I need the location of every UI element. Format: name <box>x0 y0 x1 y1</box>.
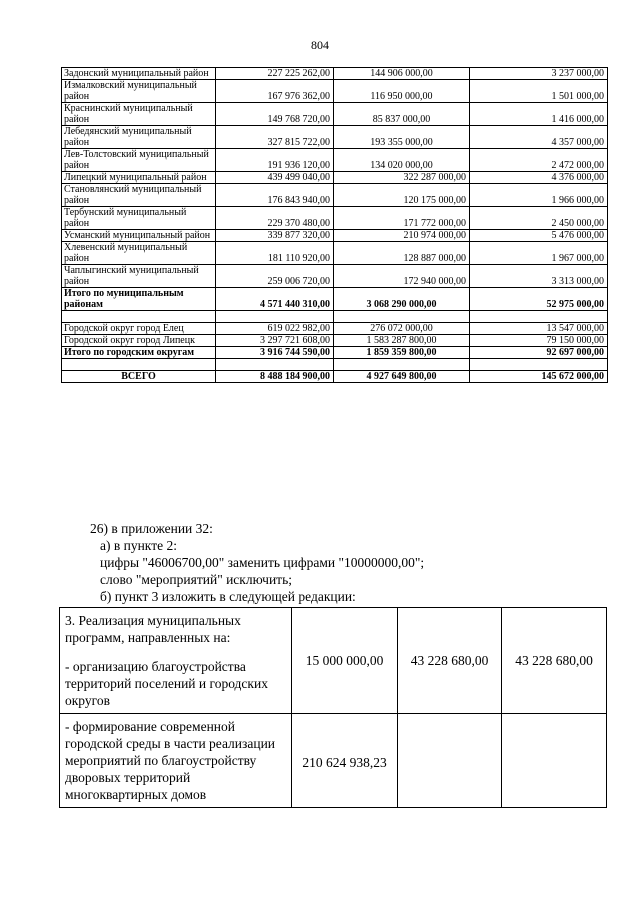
cell-v3: 145 672 000,00 <box>470 371 608 383</box>
cell-v1: 439 499 040,00 <box>216 172 334 184</box>
cell-name: ВСЕГО <box>62 371 216 383</box>
page-number: 804 <box>311 38 329 52</box>
cell-v1: 327 815 722,00 <box>216 126 334 149</box>
table-row <box>62 149 608 172</box>
district-rows <box>62 68 608 383</box>
cell-v3: 79 150 000,00 <box>470 335 608 347</box>
cell-v2: 171 772 000,00 <box>334 207 470 230</box>
table-row <box>62 103 608 126</box>
program-value-3: 43 228 680,00 <box>502 608 607 714</box>
table-row <box>62 184 608 207</box>
program-item-improvement: - организацию благоустройства территорий поселений и городских округов <box>65 659 268 708</box>
cell-v1: 176 843 940,00 <box>216 184 334 207</box>
budget-table <box>61 67 608 383</box>
cell-name: Лев-Толстовский муниципальный район <box>62 149 216 172</box>
cell-v1: 3 916 744 590,00 <box>216 347 334 359</box>
cell-v2: 116 950 000,00 <box>334 80 470 103</box>
program-item-urban-environment: - формирование современной городской среды в части реализации мероприятий по благоустройству дворовых территорий многоквартирных домов <box>60 714 292 808</box>
program-value-2: 43 228 680,00 <box>398 608 502 714</box>
cell-v3: 3 313 000,00 <box>470 265 608 288</box>
amendment-text <box>90 520 424 605</box>
cell-name: Городской округ город Елец <box>62 323 216 335</box>
table-row <box>62 230 608 242</box>
program-row-urban-environment <box>60 714 607 808</box>
cell-v3: 13 547 000,00 <box>470 323 608 335</box>
cell-v1: 339 877 320,00 <box>216 230 334 242</box>
cell-name: Итого по городским округам <box>62 347 216 359</box>
cell-v2: 4 927 649 800,00 <box>334 371 470 383</box>
amendment-line-b: б) пункт 3 изложить в следующей редакции: <box>100 589 356 604</box>
spacer-row <box>62 359 608 371</box>
cell-name: Чаплыгинский муниципальный район <box>62 265 216 288</box>
cell-v1: 8 488 184 900,00 <box>216 371 334 383</box>
cell-v1: 259 006 720,00 <box>216 265 334 288</box>
cell-v2: 193 355 000,00 <box>334 126 470 149</box>
cell-v2: 172 940 000,00 <box>334 265 470 288</box>
table-row <box>62 68 608 80</box>
cell-v2: 1 583 287 800,00 <box>334 335 470 347</box>
cell-name: Липецкий муниципальный район <box>62 172 216 184</box>
cell-v3: 3 237 000,00 <box>470 68 608 80</box>
program-value-2 <box>398 714 502 808</box>
cell-v2: 134 020 000,00 <box>334 149 470 172</box>
cell-v2: 276 072 000,00 <box>334 323 470 335</box>
cell-v2: 128 887 000,00 <box>334 242 470 265</box>
cell-name: Тербунский муниципальный район <box>62 207 216 230</box>
program-value-3 <box>502 714 607 808</box>
cell-v3: 5 476 000,00 <box>470 230 608 242</box>
cell-v3: 4 376 000,00 <box>470 172 608 184</box>
table-row <box>62 172 608 184</box>
subtotal-districts-row <box>62 288 608 311</box>
cell-v2: 120 175 000,00 <box>334 184 470 207</box>
cell-name: Задонский муниципальный район <box>62 68 216 80</box>
cell-v1: 181 110 920,00 <box>216 242 334 265</box>
cell-v2: 144 906 000,00 <box>334 68 470 80</box>
cell-v3: 2 472 000,00 <box>470 149 608 172</box>
table-row <box>62 323 608 335</box>
cell-v2: 85 837 000,00 <box>334 103 470 126</box>
cell-v2: 3 068 290 000,00 <box>334 288 470 311</box>
cell-v1: 3 297 721 608,00 <box>216 335 334 347</box>
cell-v1: 227 225 262,00 <box>216 68 334 80</box>
cell-name: Итого по муниципальным районам <box>62 288 216 311</box>
table-row <box>62 335 608 347</box>
cell-name: Усманский муниципальный район <box>62 230 216 242</box>
cell-v3: 2 450 000,00 <box>470 207 608 230</box>
program-row-improvement <box>60 608 607 714</box>
cell-v1: 619 022 982,00 <box>216 323 334 335</box>
cell-name: Лебедянский муниципальный район <box>62 126 216 149</box>
program-heading: 3. Реализация муниципальных программ, направленных на: <box>65 613 241 645</box>
cell-v3: 1 967 000,00 <box>470 242 608 265</box>
cell-name: Хлевенский муниципальный район <box>62 242 216 265</box>
spacer-row <box>62 311 608 323</box>
cell-v3: 1 416 000,00 <box>470 103 608 126</box>
cell-v1: 229 370 480,00 <box>216 207 334 230</box>
cell-name: Становлянский муниципальный район <box>62 184 216 207</box>
cell-v3: 4 357 000,00 <box>470 126 608 149</box>
cell-name: Измалковский муниципальный район <box>62 80 216 103</box>
cell-v3: 92 697 000,00 <box>470 347 608 359</box>
cell-v1: 4 571 440 310,00 <box>216 288 334 311</box>
cell-name: Городской округ город Липецк <box>62 335 216 347</box>
program-value-1: 210 624 938,23 <box>292 714 398 808</box>
table-row <box>62 80 608 103</box>
amendment-line-digits: цифры "46006700,00" заменить цифрами "10000000,00"; <box>100 555 425 570</box>
table-row <box>62 242 608 265</box>
program-value-1: 15 000 000,00 <box>292 608 398 714</box>
program-row-improvement-label <box>60 608 292 714</box>
cell-name: Краснинский муниципальный район <box>62 103 216 126</box>
amendment-line-word: слово "мероприятий" исключить; <box>100 572 292 587</box>
cell-v2: 1 859 359 800,00 <box>334 347 470 359</box>
amendment-line-26: 26) в приложении 32: <box>90 521 213 536</box>
grand-total-row <box>62 371 608 383</box>
table-row <box>62 265 608 288</box>
subtotal-okrugs-row <box>62 347 608 359</box>
table-row <box>62 207 608 230</box>
table-row <box>62 126 608 149</box>
cell-v3: 1 501 000,00 <box>470 80 608 103</box>
cell-v3: 1 966 000,00 <box>470 184 608 207</box>
cell-v3: 52 975 000,00 <box>470 288 608 311</box>
cell-v1: 167 976 362,00 <box>216 80 334 103</box>
cell-v1: 149 768 720,00 <box>216 103 334 126</box>
cell-v2: 322 287 000,00 <box>334 172 470 184</box>
cell-v2: 210 974 000,00 <box>334 230 470 242</box>
program-table <box>59 607 607 808</box>
amendment-line-a: а) в пункте 2: <box>100 538 177 553</box>
cell-v1: 191 936 120,00 <box>216 149 334 172</box>
